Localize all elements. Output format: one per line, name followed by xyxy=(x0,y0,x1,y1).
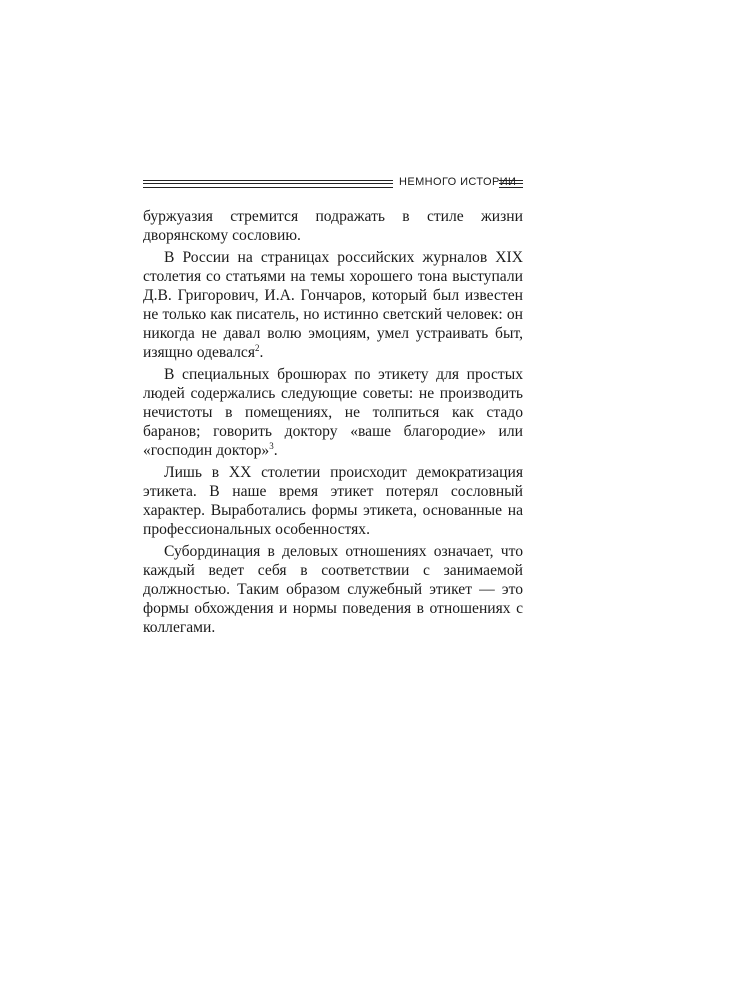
footnote-ref-3: 3 xyxy=(269,441,274,451)
footnote-ref-2: 2 xyxy=(255,343,260,353)
paragraph-text: В специальных брошюрах по этикету для простых людей содержались следующие советы: не производить нечистоты в помещениях, не толпиться как стадо баранов; говорить доктору «ваше благородие» или «господин доктор» xyxy=(143,366,523,459)
paragraph-text: В России на страницах российских журналов XIX столетия со статьями на темы хорошего тона выступали Д.В. Григорович, И.А. Гончаров, который был известен не только как писатель, но истинно светский человек: он никогда не давал волю эмоциям, умел устраивать быт, изящно одевался xyxy=(143,249,523,361)
running-title: НЕМНОГО ИСТОРИИ xyxy=(399,176,517,188)
paragraph-brochures xyxy=(143,365,523,460)
page-body xyxy=(143,207,523,640)
paragraph-subordination: Субординация в деловых отношениях означает, что каждый ведет себя в соответствии с занимаемой должностью. Таким образом служебный этикет — это формы обхождения и нормы поведения в отношениях с коллегами. xyxy=(143,543,523,636)
paragraph-russia-journals xyxy=(143,248,523,362)
header-rule-left xyxy=(143,180,393,188)
paragraph-democratization: Лишь в XX столетии происходит демократизация этикета. В наше время этикет потерял сословный характер. Выработались формы этикета, основанные на профессиональных особенностях. xyxy=(143,464,523,538)
paragraph-continuation: буржуазия стремится подражать в стиле жизни дворянскому сословию. xyxy=(143,208,523,244)
paragraph-end: . xyxy=(259,344,264,361)
header-rule-right xyxy=(499,180,523,188)
paragraph-end: . xyxy=(273,442,278,459)
running-header xyxy=(143,172,523,196)
